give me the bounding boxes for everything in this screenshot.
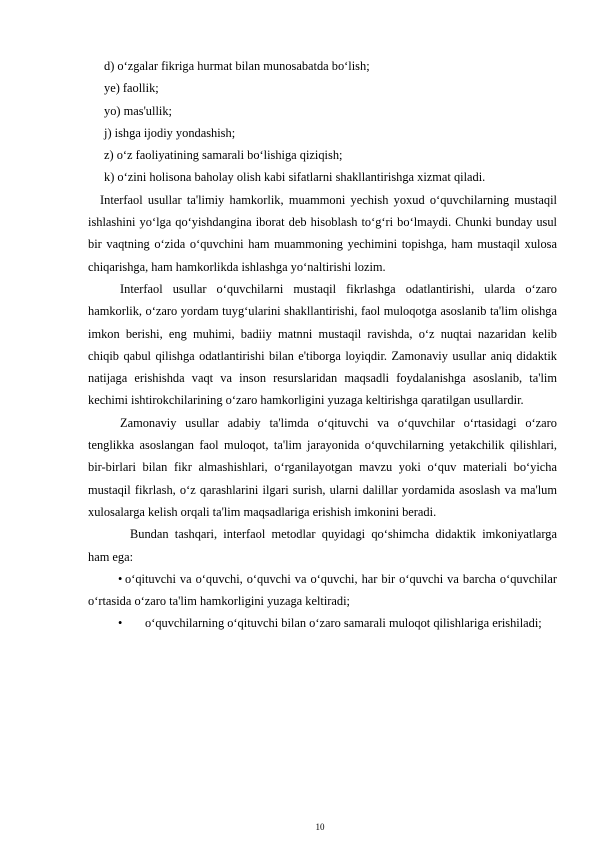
paragraph-interactive-methods: Interfaol usullar ta'limiy hamkorlik, muammoni yechish yoxud o‘quvchilarning mustaqil ishlashini yo‘lga qo‘yishdangina iborat deb hisoblash to‘g‘ri bo‘lmaydi. Chunki bunday usul bir vaqtning o‘zida o‘quvchini ham muammoning yechimini topishga, ham mustaqil xulosa chiqarishga, ham hamkorlikda ishlashga yo‘naltirishi lozim. — [88, 192, 557, 274]
list-item-ye: ye) faollik; — [104, 81, 159, 96]
bullet-item-2 — [88, 612, 557, 634]
list-item-k: k) o‘zini holisona baholay olish kabi sifatlarni shakllantirishga xizmat qiladi. — [104, 170, 486, 185]
bullet-icon: • — [118, 571, 123, 586]
bullet-item-1-text: o‘qituvchi va o‘quvchi, o‘quvchi va o‘quvchi, har bir o‘quvchi va barcha o‘quvchilar o‘rtasida o‘zaro ta'lim hamkorligini yuzaga keltiradi; — [88, 571, 557, 609]
page-number: 10 — [315, 822, 325, 832]
bullet-item-2-text: o‘quvchilarning o‘qituvchi bilan o‘zaro samarali muloqot qilishlariga erishiladi; — [145, 616, 542, 631]
list-item-yo: yo) mas'ullik; — [104, 103, 172, 118]
paragraph-independent-thinking: Interfaol usullar o‘quvchilarni mustaqil fikrlashga odatlantirishi, ularda o‘zaro hamkorlik, o‘zaro yordam tuyg‘ularini shakllantirishi, faol muloqotga asoslanib ta'lim olishga imkon berishi, eng muhimi, badiiy matnni mustaqil ravishda, o‘z nuqtai nazaridan kelib chiqib qabul qilishga odatlantirishi bilan e'tiborga loyiqdir. Zamonaviy usullar aniq didaktik natijaga erishishda vaqt va inson resurslaridan maqsadli foydalanishga asoslanib, ta'lim kechimi ishtirokchilarining o‘zaro hamkorligini yuzaga keltirishga qaratilgan usullardir. — [88, 281, 557, 408]
list-item-z: z) o‘z faoliyatining samarali bo‘lishiga qiziqish; — [104, 148, 343, 163]
list-item-j: j) ishga ijodiy yondashish; — [104, 125, 236, 140]
bullet-item-1 — [88, 568, 557, 613]
bullet-icon: • — [118, 616, 123, 631]
paragraph-modern-methods: Zamonaviy usullar adabiy ta'limda o‘qituvchi va o‘quvchilar o‘rtasidagi o‘zaro tenglikka asoslangan faol muloqot, ta'lim jarayonida o‘quvchilarning yetakchilik qilishlari, bir-birlari bilan fikr almashishlari, o‘rganilayotgan mavzu yoki o‘quv materiali bo‘yicha mustaqil fikrlash, o‘z qarashlarini ilgari surish, ularni dalillar yordamida asoslash va ma'lum xulosalarga kelish orqali ta'lim maqsadlariga erishish imkonini beradi. — [88, 415, 557, 519]
page-content — [88, 55, 557, 635]
paragraph-additional-possibilities: Bundan tashqari, interfaol metodlar quyidagi qo‘shimcha didaktik imkoniyatlarga ham ega: — [88, 527, 557, 564]
list-item-d: d) o‘zgalar fikriga hurmat bilan munosabatda bo‘lish; — [104, 59, 370, 73]
